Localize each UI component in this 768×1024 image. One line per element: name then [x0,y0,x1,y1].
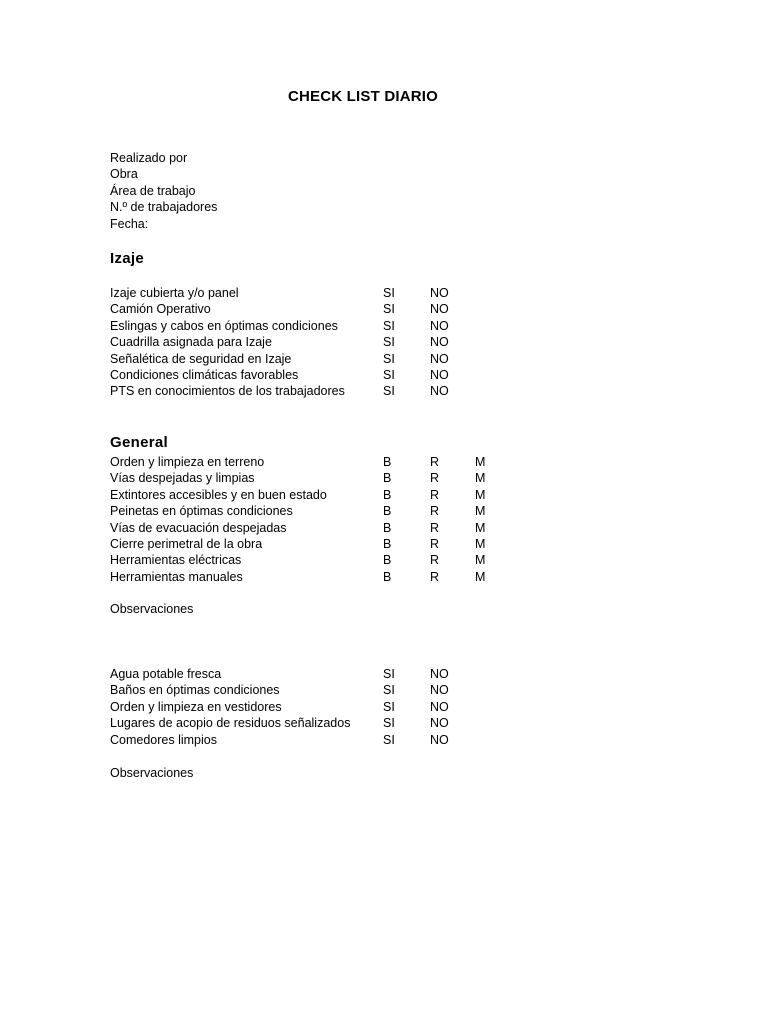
document-title: CHECK LIST DIARIO [287,88,439,105]
field-numero-trabajadores: N.º de trabajadores [110,200,218,215]
option-no: NO [430,351,449,366]
option-si: SI [383,384,395,399]
field-obra: Obra [110,167,138,182]
item-label: Peinetas en óptimas condiciones [110,504,293,519]
option-m: M [475,536,486,551]
observaciones-label: Observaciones [110,766,194,780]
option-si: SI [383,732,395,747]
option-m: M [475,487,486,502]
option-b: B [383,553,392,568]
option-m: M [475,504,486,519]
item-label: Comedores limpios [110,732,217,747]
option-si: SI [383,716,395,731]
option-b: B [383,455,392,469]
option-si: SI [383,286,395,300]
option-m: M [475,471,486,486]
item-label: Vías de evacuación despejadas [110,520,287,535]
item-label: Orden y limpieza en vestidores [110,699,282,714]
item-label: Agua potable fresca [110,667,222,681]
item-label: Cuadrilla asignada para Izaje [110,335,272,350]
observaciones-general [110,601,193,617]
section-heading-general: General [110,434,168,451]
header-fields [110,150,217,232]
option-no: NO [430,699,449,714]
field-fecha: Fecha: [110,216,149,231]
item-label: PTS en conocimientos de los trabajadores [110,384,345,399]
item-label: Baños en óptimas condiciones [110,683,280,698]
option-r: R [430,471,440,486]
option-no: NO [430,335,449,350]
option-si: SI [383,667,395,681]
option-b: B [383,487,392,502]
option-no: NO [430,302,449,317]
option-si: SI [383,335,395,350]
option-r: R [430,569,440,584]
option-no: NO [430,667,449,681]
observaciones-label: Observaciones [110,602,194,616]
option-no: NO [430,367,449,382]
option-b: B [383,504,392,519]
item-label: Izaje cubierta y/o panel [110,286,239,300]
section-heading-izaje: Izaje [110,250,145,267]
option-b: B [383,520,392,535]
option-no: NO [430,732,449,747]
item-label: Lugares de acopio de residuos señalizados [110,716,351,731]
item-label: Condiciones climáticas favorables [110,367,299,382]
field-realizado-por: Realizado por [110,151,188,165]
item-label: Herramientas eléctricas [110,553,242,568]
item-label: Señalética de seguridad en Izaje [110,351,292,366]
item-label: Camión Operativo [110,302,211,317]
option-b: B [383,471,392,486]
option-r: R [430,504,440,519]
item-label: Eslingas y cabos en óptimas condiciones [110,318,338,333]
option-si: SI [383,351,395,366]
option-no: NO [430,286,449,300]
item-label: Cierre perimetral de la obra [110,536,263,551]
option-si: SI [383,318,395,333]
item-label: Orden y limpieza en terreno [110,455,265,469]
option-r: R [430,455,440,469]
option-r: R [430,536,440,551]
option-b: B [383,536,392,551]
option-si: SI [383,367,395,382]
option-m: M [475,569,486,584]
option-r: R [430,553,440,568]
option-b: B [383,569,392,584]
option-r: R [430,487,440,502]
option-si: SI [383,683,395,698]
option-si: SI [383,302,395,317]
option-no: NO [430,716,449,731]
observaciones-services [110,765,193,781]
option-m: M [475,520,486,535]
item-label: Vías despejadas y limpias [110,471,255,486]
option-no: NO [430,384,449,399]
item-label: Extintores accesibles y en buen estado [110,487,327,502]
option-m: M [475,553,486,568]
option-m: M [475,455,486,469]
option-r: R [430,520,440,535]
option-si: SI [383,699,395,714]
option-no: NO [430,683,449,698]
item-label: Herramientas manuales [110,569,243,584]
field-area-de-trabajo: Área de trabajo [110,183,196,198]
option-no: NO [430,318,449,333]
